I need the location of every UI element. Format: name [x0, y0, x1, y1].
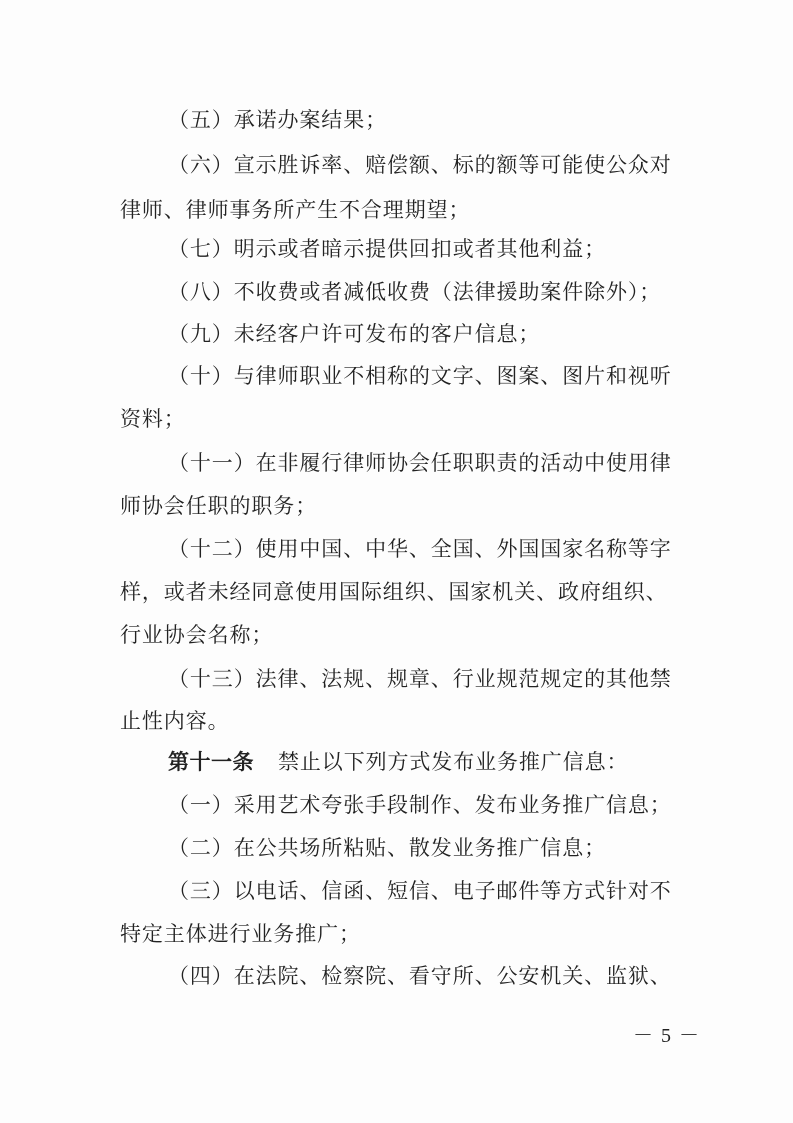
paragraph-line: （七）明示或者暗示提供回扣或者其他利益；: [168, 237, 606, 261]
paragraph-line: （四）在法院、检察院、看守所、公安机关、监狱、: [168, 964, 672, 988]
paragraph-line: 特定主体进行业务推广；: [120, 922, 361, 946]
paragraph-line: （二）在公共场所粘贴、散发业务推广信息；: [168, 836, 606, 860]
paragraph-line: 资料；: [120, 407, 186, 431]
paragraph-line: 行业协会名称；: [120, 623, 274, 647]
article-line: [168, 752, 628, 773]
paragraph-line: （九）未经客户许可发布的客户信息；: [168, 322, 541, 346]
paragraph-line: （十三）法律、法规、规章、行业规范规定的其他禁: [168, 667, 672, 691]
paragraph-line: （八）不收费或者减低收费（法律援助案件除外）；: [168, 280, 662, 304]
paragraph-line: （十）与律师职业不相称的文字、图案、图片和视听: [168, 364, 672, 388]
article-body: 禁止以下列方式发布业务推广信息：: [278, 750, 629, 774]
paragraph-line: 律师、律师事务所产生不合理期望；: [120, 198, 471, 222]
paragraph-line: 师协会任职的职务；: [120, 494, 318, 518]
paragraph-line: （十一）在非履行律师协会任职职责的活动中使用律: [168, 451, 672, 475]
paragraph-line: （五）承诺办案结果；: [168, 108, 387, 132]
page-number: －5－: [633, 1025, 707, 1047]
paragraph-line: 样，或者未经同意使用国际组织、国家机关、政府组织、: [120, 580, 668, 604]
paragraph-line: （六）宣示胜诉率、赔偿额、标的额等可能使公众对: [168, 153, 672, 177]
paragraph-line: （三）以电话、信函、短信、电子邮件等方式针对不: [168, 879, 672, 903]
paragraph-line: 止性内容。: [120, 709, 230, 733]
paragraph-line: （十二）使用中国、中华、全国、外国国家名称等字: [168, 537, 672, 561]
article-title: 第十一条: [168, 750, 254, 774]
paragraph-line: （一）采用艺术夸张手段制作、发布业务推广信息；: [168, 793, 672, 817]
